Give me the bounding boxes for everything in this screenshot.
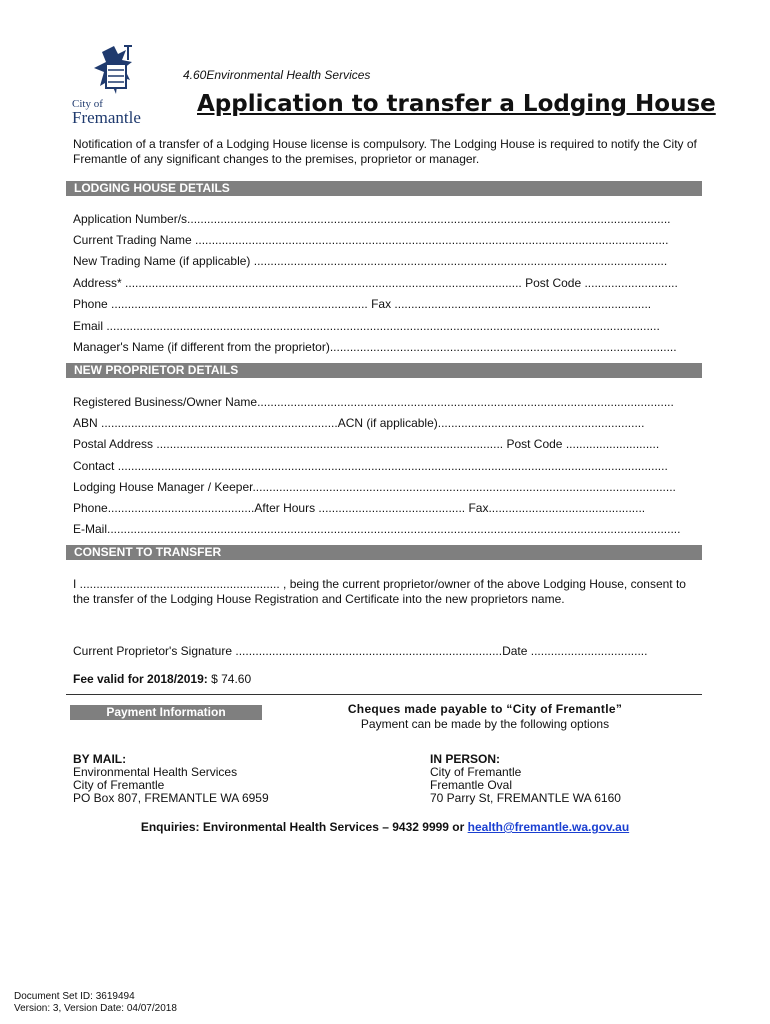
in-person-line: Fremantle Oval — [430, 778, 513, 792]
address-postcode-field[interactable]: Address* ....................................................................................................................... Post Code ............................ — [73, 276, 678, 290]
document-set-id: Document Set ID: 3619494 — [14, 991, 135, 1002]
manager-name-field[interactable]: Manager's Name (if different from the proprietor)........................................................................................................ — [73, 340, 677, 354]
application-number-field[interactable]: Application Number/s................................................................................................................................................. — [73, 212, 671, 226]
section-lodging-house-details: LODGING HOUSE DETAILS — [66, 181, 702, 196]
cheques-info — [340, 702, 630, 732]
contact-field[interactable]: Contact ..................................................................................................................................................................... — [73, 459, 668, 473]
in-person-line: City of Fremantle — [430, 765, 522, 779]
fee-amount: $ 74.60 — [207, 672, 252, 686]
in-person-heading: IN PERSON: — [430, 752, 501, 766]
new-trading-name-field[interactable]: New Trading Name (if applicable) ............................................................................................................................ — [73, 254, 668, 268]
section-new-proprietor-details: NEW PROPRIETOR DETAILS — [66, 363, 702, 378]
divider — [66, 694, 702, 695]
proprietor-email-field[interactable]: E-Mail............................................................................................................................................................................ — [73, 522, 681, 536]
signature-date-field[interactable]: Current Proprietor's Signature ................................................................................Date ................................... — [73, 644, 648, 658]
mail-heading: BY MAIL: — [73, 752, 127, 766]
in-person-line: 70 Parry St, FREMANTLE WA 6160 — [430, 791, 621, 805]
fee-label: Fee valid for 2018/2019: — [73, 672, 208, 686]
postal-address-field[interactable]: Postal Address ........................................................................................................ Post Code ............................ — [73, 437, 660, 451]
fee-line — [73, 672, 251, 686]
current-trading-name-field[interactable]: Current Trading Name .............................................................................................................................................. — [73, 233, 669, 247]
phone-fax-field[interactable]: Phone ............................................................................. Fax ............................................................................. — [73, 297, 652, 311]
registered-owner-field[interactable]: Registered Business/Owner Name............................................................................................................................. — [73, 395, 674, 409]
email-field[interactable]: Email ...................................................................................................................................................................... — [73, 319, 660, 333]
logo-fremantle: Fremantle — [72, 108, 141, 127]
enquiries-text: Enquiries: Environmental Health Services – 9432 9999 or — [140, 820, 468, 834]
section-consent-to-transfer: CONSENT TO TRANSFER — [66, 545, 702, 560]
phone-afterhours-fax-field[interactable]: Phone............................................After Hours ............................................ Fax............................................... — [73, 501, 646, 515]
mail-line: PO Box 807, FREMANTLE WA 6959 — [73, 791, 269, 805]
document-footer — [14, 991, 177, 1015]
document-version: Version: 3, Version Date: 04/07/2018 — [14, 1003, 177, 1014]
consent-statement: I ............................................................ , being the current proprietor/owner of the above Lodging House, consent to the transfer of the Lodging House Registration and Certificate into the new proprietors name. — [73, 577, 686, 606]
mail-line: Environmental Health Services — [73, 765, 238, 779]
mail-address-block — [73, 753, 269, 805]
enquiries-email-link[interactable]: health@fremantle.wa.gov.au — [467, 820, 630, 834]
manager-keeper-field[interactable]: Lodging House Manager / Keeper............................................................................................................................... — [73, 480, 676, 494]
intro-text: Notification of a transfer of a Lodging House license is compulsory. The Lodging House is required to notify the City of Fremantle of any significant changes to the premises, proprietor or manager. — [73, 137, 697, 166]
abn-acn-field[interactable]: ABN .......................................................................ACN (if applicable).............................................................. — [73, 416, 645, 430]
payment-options-text: Payment can be made by the following options — [360, 717, 610, 731]
payment-information-heading: Payment Information — [70, 705, 262, 720]
enquiries-line — [0, 820, 770, 834]
cheques-payable-text: Cheques made payable to “City of Fremantle” — [347, 702, 623, 716]
document-series: 4.60Environmental Health Services — [183, 68, 371, 82]
logo-city-of: City of — [72, 98, 103, 110]
mail-line: City of Fremantle — [73, 778, 165, 792]
in-person-address-block — [430, 753, 621, 805]
page-title: Application to transfer a Lodging House — [197, 91, 716, 117]
